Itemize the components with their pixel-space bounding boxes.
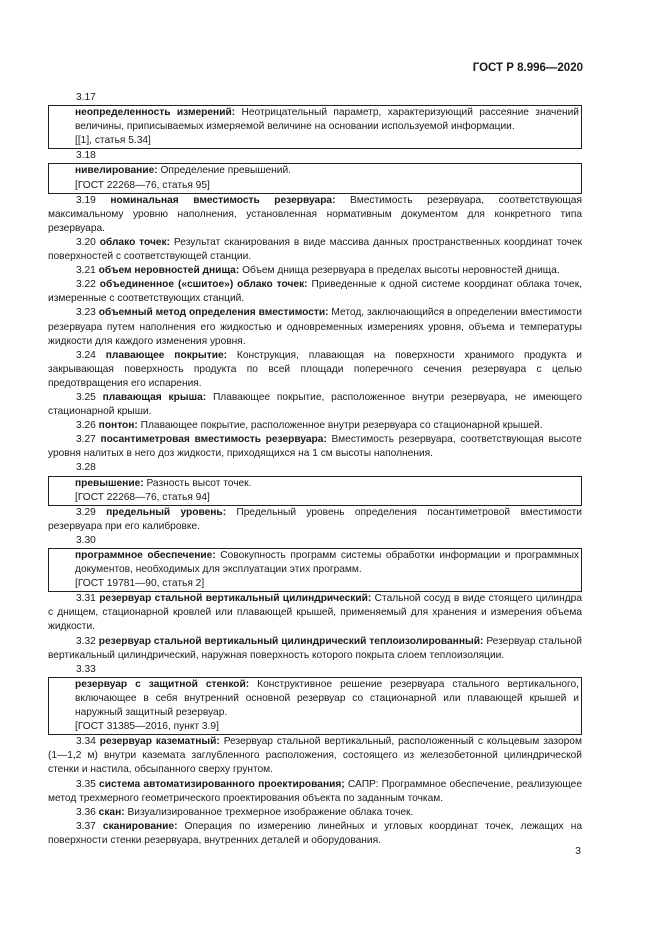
term-definition: Конструкция, плавающая на поверхности хранимого продукта и закрывающая поверхность продукта по всей площади поперечного сечения резервуара с целью предотвращения его испарения. bbox=[48, 349, 582, 389]
definition-text bbox=[75, 678, 579, 720]
quoted-definition-box bbox=[48, 105, 582, 149]
definition-source: [ГОСТ 22268—76, статья 95] bbox=[75, 179, 210, 191]
term-entry bbox=[48, 806, 582, 820]
term-definition: САПР: Программное обеспечение, реализующее метод трехмерного геометрического проектирования объекта по заданным точкам. bbox=[48, 778, 582, 804]
definition-source: [[1], статья 5.34] bbox=[75, 135, 151, 147]
term-name: превышение: bbox=[75, 477, 144, 489]
term-entry bbox=[48, 433, 582, 461]
term-number: 3.29 bbox=[76, 506, 107, 518]
term-number: 3.17 bbox=[76, 92, 96, 103]
term-name: сканирование: bbox=[102, 820, 178, 832]
term-name: номинальная вместимость резервуара: bbox=[110, 194, 336, 206]
term-entry bbox=[48, 592, 582, 634]
term-name: объемный метод определения вместимости: bbox=[98, 307, 329, 319]
term-definition: Резервуар стальной вертикальный цилиндрический, наружная поверхность которого покрыта слоем теплоизоляции. bbox=[48, 635, 582, 661]
term-definition: Предельный уровень определения посантиметровой вместимости резервуара при его калибровке. bbox=[48, 506, 582, 532]
term-number: 3.23 bbox=[76, 307, 99, 319]
term-number: 3.21 bbox=[76, 265, 99, 277]
term-number: 3.32 bbox=[76, 635, 99, 647]
term-definition: Вместимость резервуара, соответствующая максимальному уровню наполнения, установленная нормативным документом для конкретного типа резервуара. bbox=[48, 194, 582, 234]
term-name: неопределенность измерений: bbox=[75, 107, 236, 119]
definition-text bbox=[75, 477, 579, 491]
quoted-definition-box bbox=[48, 476, 582, 506]
term-number: 3.33 bbox=[76, 663, 96, 675]
term-entry bbox=[48, 264, 582, 278]
term-entry bbox=[48, 236, 582, 264]
term-definition: Плавающее покрытие, расположенное внутри резервуара, не имеющего стационарной крыши. bbox=[48, 391, 582, 418]
term-name: резервуар казематный: bbox=[99, 736, 220, 748]
term-number: 3.25 bbox=[76, 391, 103, 403]
term-number: 3.27 bbox=[76, 434, 101, 446]
term-name: резервуар с защитной стенкой: bbox=[75, 678, 250, 690]
definition-source: [ГОСТ 19781—90, статья 2] bbox=[75, 578, 205, 590]
definition-source: [ГОСТ 31385—2016, пункт 3.9] bbox=[75, 721, 219, 733]
term-definition: Объем днища резервуара в пределах высоты неровностей днища. bbox=[239, 265, 560, 277]
term-entry bbox=[48, 194, 582, 236]
definition-text bbox=[75, 549, 579, 577]
term-definition: Результат сканирования в виде массива данных пространственных координат точек поверхностей с соответствующей станции. bbox=[48, 236, 583, 263]
term-entry bbox=[48, 391, 582, 419]
term-name: объединенное («сшитое») облако точек: bbox=[99, 279, 308, 291]
term-name: нивелирование: bbox=[75, 165, 158, 177]
term-number: 3.24 bbox=[76, 349, 106, 361]
quoted-definition-box bbox=[48, 163, 582, 193]
terms-section bbox=[48, 91, 582, 848]
term-name: плавающая крыша: bbox=[102, 391, 207, 403]
term-entry bbox=[48, 419, 582, 433]
term-definition: Вместимость резервуара, соответствующая высоте уровня налитых в него доз жидкости, приходящихся на 1 см высоты наполнения. bbox=[48, 434, 582, 460]
term-entry bbox=[48, 306, 582, 348]
term-number: 3.35 bbox=[76, 778, 100, 790]
term-definition: Разность высот точек. bbox=[143, 477, 252, 489]
term-name: посантиметровая вместимость резервуара: bbox=[100, 434, 327, 446]
document-header: ГОСТ Р 8.996—2020 bbox=[472, 62, 583, 74]
term-name: плавающее покрытие: bbox=[105, 349, 228, 361]
quoted-definition-box bbox=[48, 677, 582, 735]
term-number: 3.30 bbox=[76, 534, 96, 546]
term-definition: Операция по измерению линейных и угловых координат точек, лежащих на поверхности стенки резервуара, внутренних деталей и оборудования. bbox=[48, 820, 582, 846]
term-number: 3.26 bbox=[76, 420, 99, 432]
term-entry bbox=[48, 635, 582, 663]
term-name: система автоматизированного проектирования; bbox=[99, 778, 345, 790]
definition-text bbox=[75, 106, 579, 134]
term-definition: Стальной сосуд в виде стоящего цилиндра с днищем, стационарной кровлей или плавающей крышей, применяемый для хранения и измерения объема жидкости. bbox=[48, 593, 582, 633]
term-name: резервуар стальной вертикальный цилиндрический: bbox=[99, 593, 372, 605]
term-entry bbox=[48, 506, 582, 534]
quoted-definition-box bbox=[48, 548, 582, 592]
term-number: 3.37 bbox=[76, 820, 103, 832]
term-definition: Неотрицательный параметр, характеризующий рассеяние значений величины, приписываемых измеряемой величине на основании используемой информации. bbox=[75, 107, 579, 133]
term-definition: Визуализированное трехмерное изображение облака точек. bbox=[124, 806, 414, 818]
term-definition: Конструктивное решение резервуара стального вертикального, включающее в себя внутренний основной резервуар со стационарной или плавающей крышей и наружный защитный резервуар. bbox=[75, 678, 579, 719]
term-number: 3.36 bbox=[76, 806, 99, 818]
term-name: объем неровностей днища: bbox=[98, 265, 240, 277]
term-name: резервуар стальной вертикальный цилиндрический теплоизолированный: bbox=[98, 635, 484, 647]
term-number: 3.22 bbox=[76, 279, 100, 291]
term-number: 3.34 bbox=[76, 736, 100, 748]
term-number: 3.19 bbox=[76, 194, 111, 206]
definition-text bbox=[75, 164, 579, 178]
term-name: понтон: bbox=[98, 420, 138, 432]
term-definition: Приведенные к одной системе координат облака точек, измеренные с соответствующих станций. bbox=[48, 279, 582, 305]
term-definition: Совокупность программ системы обработки информации и программных документов, необходимых для эксплуатации этих программ. bbox=[75, 550, 580, 576]
term-entry bbox=[48, 735, 582, 777]
term-entry bbox=[48, 820, 582, 848]
term-number: 3.31 bbox=[76, 593, 100, 605]
term-definition: Резервуар стальной вертикальный, расположенный с кольцевым зазором (1—1,2 м) внутри каземата заглубленного расположения, состоящего из железобетонной цилиндрической стенки и настила, обсыпанного сверху грунтом. bbox=[48, 736, 582, 776]
term-number: 3.28 bbox=[76, 462, 96, 474]
term-number: 3.18 bbox=[76, 150, 96, 162]
term-definition: Плавающее покрытие, расположенное внутри резервуара со стационарной крышей. bbox=[137, 420, 543, 432]
term-name: скан: bbox=[98, 806, 125, 818]
term-entry bbox=[48, 778, 582, 806]
definition-source: [ГОСТ 22268—76, статья 94] bbox=[75, 491, 210, 503]
term-entry bbox=[48, 349, 582, 391]
term-definition: Определение превышений. bbox=[157, 165, 292, 177]
term-number: 3.20 bbox=[76, 236, 100, 248]
term-name: облако точек: bbox=[99, 236, 171, 248]
term-name: предельный уровень: bbox=[106, 506, 227, 518]
page-number: 3 bbox=[575, 845, 581, 857]
term-definition: Метод, заключающийся в определении вместимости резервуара путем наполнения его жидкостью и одновременных измерениях уровня, объема и температуры жидкости для каждого изменения уровня. bbox=[48, 307, 583, 347]
term-name: программное обеспечение: bbox=[75, 550, 216, 561]
term-entry bbox=[48, 278, 582, 306]
